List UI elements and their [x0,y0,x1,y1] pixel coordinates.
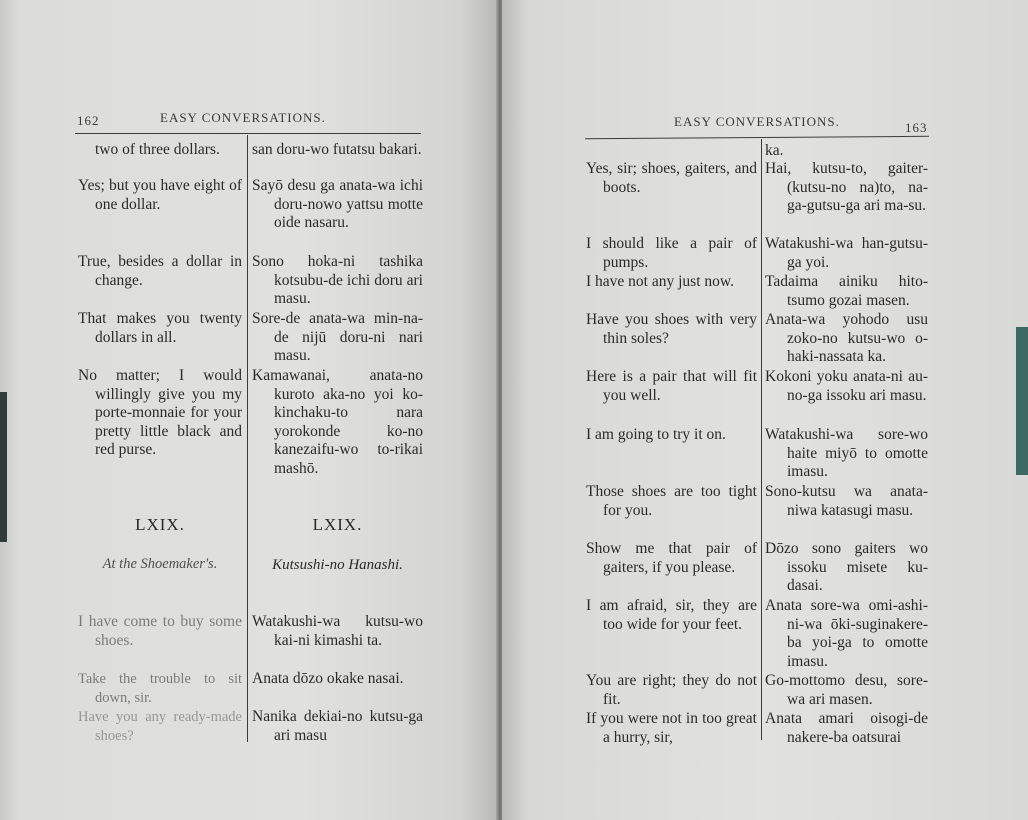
english-line: Have you any ready-made shoes? [78,709,242,744]
japanese-line: Watakushi-wa sore-wo haite miyō to omotte imasu. [765,426,928,481]
english-line: That makes you twenty dollars in all. [78,310,242,346]
english-line: True, besides a dollar in change. [78,253,242,289]
japanese-column [765,0,928,820]
japanese-line: Anata sore-wa omi-ashi-ni-wa ōki-suginakere-ba yoi-ga to omotte imasu. [765,597,928,670]
english-line: Show me that pair of gaiters, if you please. [586,540,757,576]
english-line: You are right; they do not fit. [586,672,757,708]
section-subtitle: Kutsushi-no Hanashi. [272,557,403,573]
japanese-line: Dōzo sono gaiters wo issoku misete ku-dasai. [765,540,928,595]
japanese-line: Anata amari oisogi-de nakere-ba oatsurai [765,710,928,746]
english-line: I should like a pair of pumps. [586,235,757,271]
english-line: I have not any just now. [586,273,734,290]
english-line: I am afraid, sir, they are too wide for your feet. [586,597,757,633]
page-number: 162 [77,113,100,128]
japanese-line: Sono-kutsu wa anata-niwa katasugi masu. [765,483,928,519]
japanese-line: Watakushi-wa han-gutsu-ga yoi. [765,235,928,271]
bookmark-tab [1016,327,1028,475]
english-line: two of three dollars. [95,141,220,158]
japanese-line: Tadaima ainiku hito-tsumo gozai masen. [765,273,928,309]
section-subtitle: At the Shoemaker's. [102,556,218,572]
japanese-line: Sayō desu ga anata-wa ichi doru-nowo yattsu motte oide nasaru. [252,177,423,232]
english-column [78,0,242,820]
japanese-line: Kokoni yoku anata-ni au-no-ga issoku ari masu. [765,368,928,404]
column-divider [247,135,248,742]
section-heading: LXIX. [312,515,363,534]
japanese-line: Nanika dekiai-no kutsu-ga ari masu [252,708,423,744]
japanese-line: Hai, kutsu-to, gaiter-(kutsu-no na)to, na-ga-gutsu-ga ari ma-su. [765,160,928,215]
left-page [0,0,500,820]
japanese-line: Anata dōzo okake nasai. [252,670,404,687]
japanese-line: Watakushi-wa kutsu-wo kai-ni kimashi ta. [252,613,423,649]
english-line: Yes, sir; shoes, gaiters, and boots. [586,160,757,196]
japanese-line: ka. [765,142,784,159]
japanese-line: Anata-wa yohodo usu zoko-no kutsu-wo o-haki-nassata ka. [765,311,928,366]
section-heading: LXIX. [135,515,185,534]
japanese-column [252,0,423,820]
english-line: Here is a pair that will fit you well. [586,368,757,404]
running-head: EASY CONVERSATIONS. [674,114,840,129]
english-line: I am going to try it on. [586,426,726,443]
japanese-line: Go-mottomo desu, sore-wa ari masen. [765,672,928,708]
english-line: Take the trouble to sit down, sir. [78,671,242,706]
right-page [502,0,1028,820]
japanese-line: san doru-wo futatsu bakari. [252,141,422,158]
bookmark-tab [0,392,7,542]
page-number: 163 [905,120,928,135]
english-line: Those shoes are too tight for you. [586,483,757,519]
english-column [586,0,757,820]
english-line: Have you shoes with very thin soles? [586,311,757,347]
japanese-line: Kamawanai, anata-no kuroto aka-no yoi ko-kinchaku-to nara yorokonde ko-no kanezaifu-wo to-rikai mashō. [252,367,423,477]
running-head: EASY CONVERSATIONS. [160,110,326,125]
japanese-line: Sono hoka-ni tashika kotsubu-de ichi doru ari masu. [252,253,423,308]
english-line: I have come to buy some shoes. [78,613,242,649]
english-line: Yes; but you have eight of one dollar. [78,177,242,213]
column-divider [761,139,762,740]
english-line: No matter; I would willingly give you my porte-monnaie for your pretty little black and red purse. [78,367,242,459]
english-line: If you were not in too great a hurry, sir, [586,710,757,746]
japanese-line: Sore-de anata-wa min-na-de nijū doru-ni nari masu. [252,310,423,365]
